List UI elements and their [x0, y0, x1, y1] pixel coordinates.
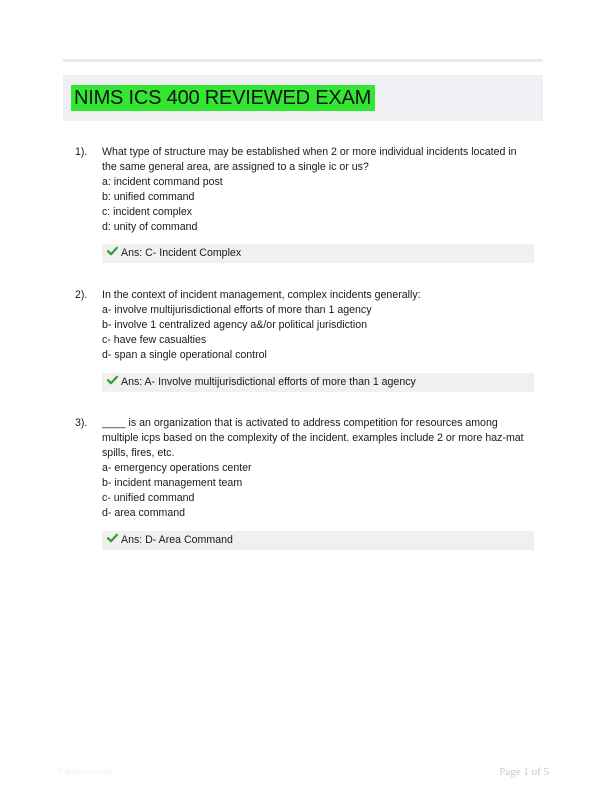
option: a: incident command post	[102, 176, 223, 188]
question-number: 3).	[75, 417, 88, 429]
option: c- unified command	[102, 492, 195, 504]
option: b- incident management team	[102, 477, 243, 489]
title-banner	[63, 75, 543, 121]
question-text: In the context of incident management, complex incidents generally:	[102, 289, 421, 301]
option: c: incident complex	[102, 206, 193, 218]
option: a- emergency operations center	[102, 462, 252, 474]
page-number: Page 1 of 5	[499, 766, 549, 778]
question-text: ____ is an organization that is activated to address competition for resources among multiple icps based on the complexity of the incident. examples include 2 or more haz-mat spills, fires, etc.	[102, 417, 524, 459]
option: a- involve multijurisdictional efforts of more than 1 agency	[102, 304, 372, 316]
answer-text: Ans: D- Area Command	[121, 534, 233, 546]
question-number: 1).	[75, 146, 88, 158]
answer-box-3	[102, 531, 534, 550]
option: b- involve 1 centralized agency a&/or political jurisdiction	[102, 319, 367, 331]
check-icon	[107, 244, 118, 263]
check-icon	[107, 531, 118, 550]
option: d- span a single operational control	[102, 349, 267, 361]
answer-text: Ans: A- Involve multijurisdictional efforts of more than 1 agency	[121, 376, 416, 388]
page-title: NIMS ICS 400 REVIEWED EXAM	[71, 85, 375, 111]
question-text: What type of structure may be established when 2 or more individual incidents located in the same general area, are assigned to a single ic or us?	[102, 146, 517, 173]
answer-box-1	[102, 244, 534, 263]
option: d: unity of command	[102, 221, 198, 233]
option: c- have few casualties	[102, 334, 207, 346]
top-divider	[63, 59, 543, 62]
answer-text: Ans: C- Incident Complex	[121, 247, 242, 259]
option: b: unified command	[102, 191, 195, 203]
question-number: 2).	[75, 289, 88, 301]
footer-watermark: Paperlibic.com	[58, 766, 113, 776]
answer-box-2	[102, 373, 534, 392]
option: d- area command	[102, 507, 186, 519]
check-icon	[107, 373, 118, 392]
